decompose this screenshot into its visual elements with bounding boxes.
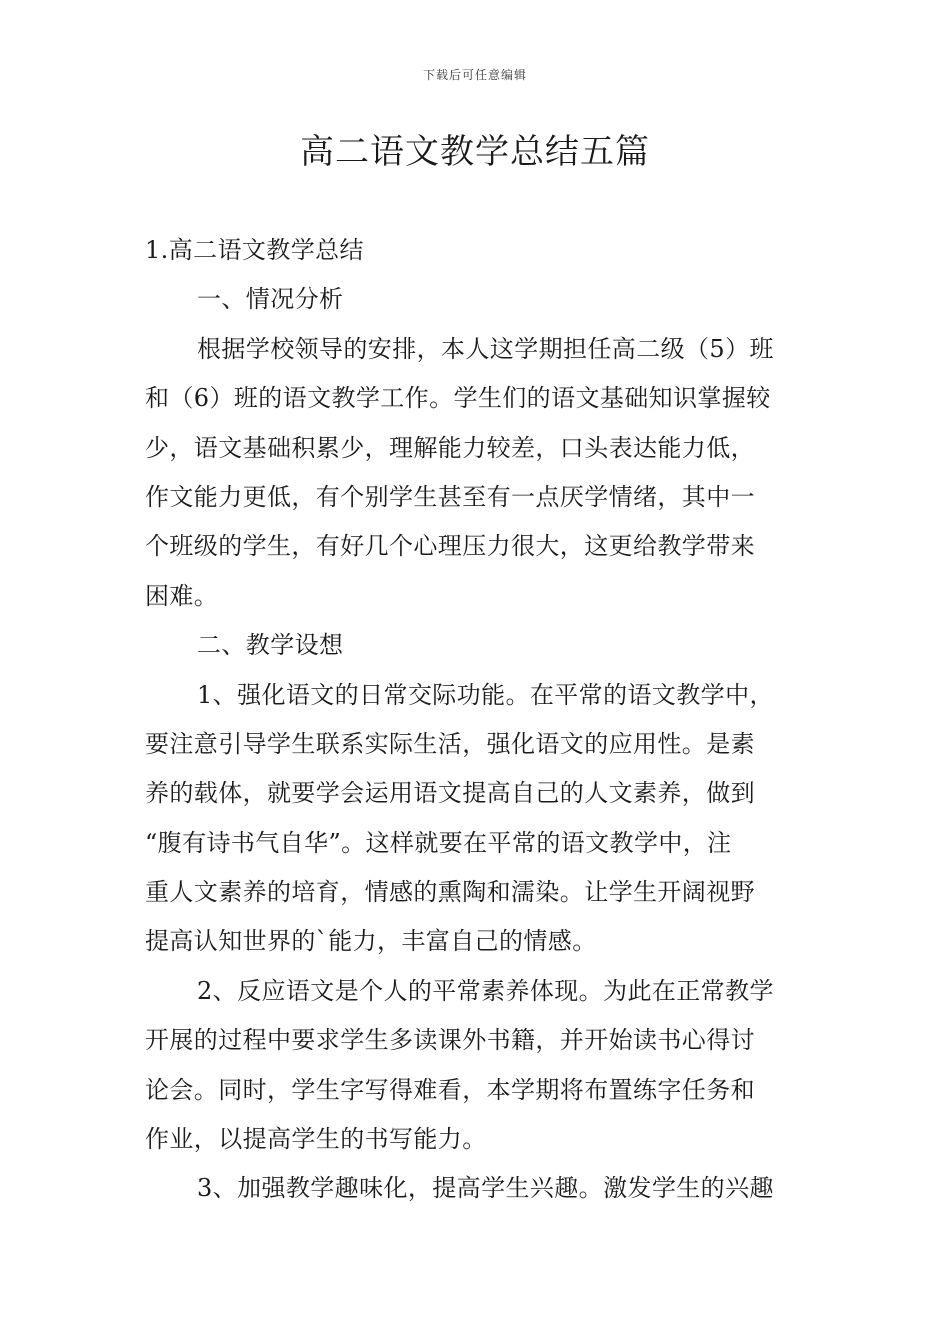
text-line: 困难。 (145, 581, 219, 610)
document-body (145, 226, 807, 1214)
text-line: 论会。同时，学生字写得难看，本学期将布置练字任务和 (145, 1075, 755, 1104)
text-line: 个班级的学生，有好几个心理压力很大，这更给教学带来 (145, 532, 755, 561)
text-line: “腹有诗书气自华”。这样就要在平常的语文教学中，注 (145, 828, 732, 857)
text-line: 根据学校领导的安排，本人这学期担任高二级（5）班 (197, 334, 774, 363)
text-line: 二、教学设想 (197, 631, 344, 660)
text-line: 一、情况分析 (197, 285, 344, 314)
text-line: 提高认知世界的`能力，丰富自己的情感。 (145, 927, 597, 956)
document-title: 高二语文教学总结五篇 (300, 132, 650, 172)
text-line: 1.高二语文教学总结 (145, 236, 364, 264)
header-note: 下载后可任意编辑 (422, 68, 527, 82)
text-line: 作业，以提高学生的书写能力。 (145, 1125, 487, 1154)
text-line: 和（6）班的语文教学工作。学生们的语文基础知识掌握较 (145, 384, 771, 413)
text-line: 2、反应语文是个人的平常素养体现。为此在正常教学 (197, 976, 774, 1005)
text-line: 少，语文基础积累少，理解能力较差，口头表达能力低， (145, 433, 755, 462)
text-line: 作文能力更低，有个别学生甚至有一点厌学情绪，其中一 (145, 482, 755, 511)
text-line: 1、强化语文的日常交际功能。在平常的语文教学中， (197, 680, 774, 709)
text-line: 开展的过程中要求学生多读课外书籍，并开始读书心得讨 (145, 1026, 755, 1055)
text-line: 要注意引导学生联系实际生活，强化语文的应用性。是素 (145, 729, 755, 758)
text-line: 养的载体，就要学会运用语文提高自己的人文素养，做到 (145, 779, 755, 808)
text-line: 3、加强教学趣味化，提高学生兴趣。激发学生的兴趣 (197, 1174, 774, 1203)
text-line: 重人文素养的培育，情感的熏陶和濡染。让学生开阔视野 (145, 878, 755, 907)
